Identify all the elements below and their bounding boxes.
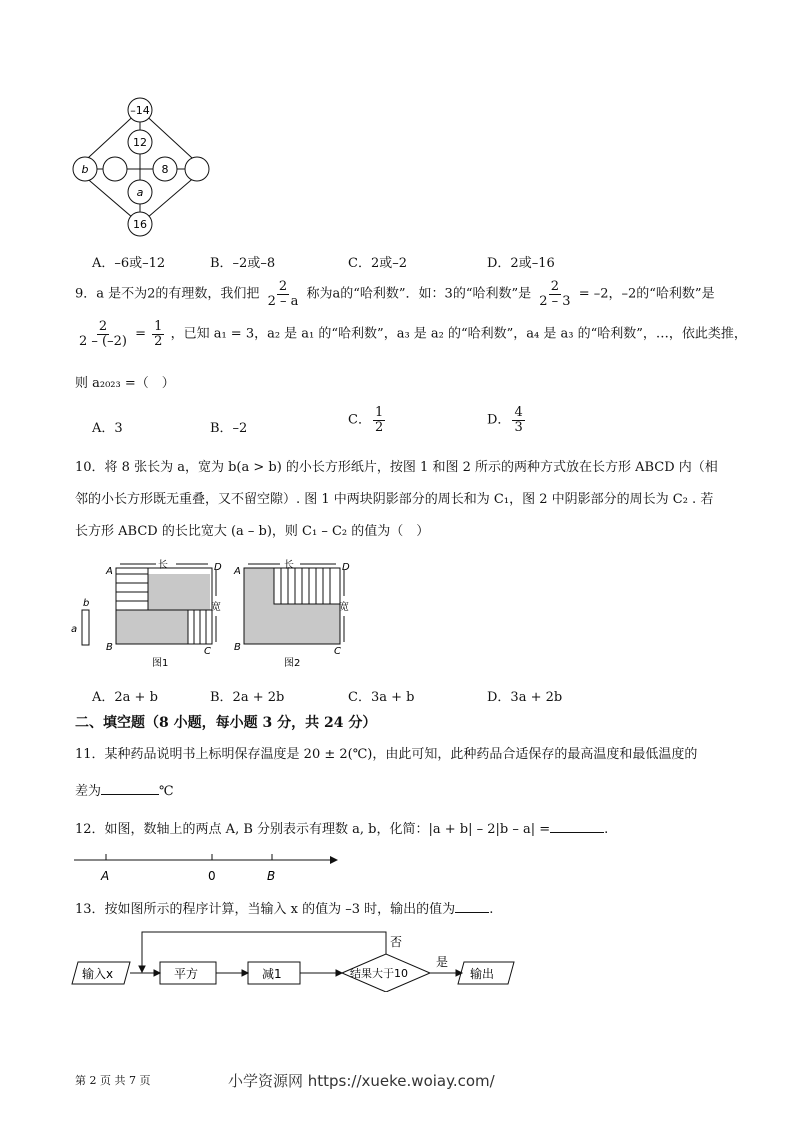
small-rect-a: a — [71, 624, 78, 635]
q9-option-b: B．–2 — [210, 421, 248, 436]
fig2-C: C — [334, 646, 341, 657]
fig2-D: D — [342, 562, 350, 573]
small-rect-b: b — [83, 598, 90, 609]
q10-line1: 10．将 8 张长为 a，宽为 b(a > b) 的小长方形纸片，按图 1 和图 2 所示的两种方式放在长方形 ABCD 内（相 — [75, 460, 718, 475]
flow-minus-one: 减1 — [262, 967, 282, 981]
q10-option-c: C．3a + b — [348, 690, 415, 705]
q8-option-c: C．2或–2 — [348, 256, 407, 271]
fig2-A: A — [234, 566, 241, 577]
program-flowchart — [68, 926, 518, 992]
section-2-heading: 二、填空题（8 小题，每小题 3 分，共 24 分） — [75, 715, 377, 731]
flow-condition: 结果大于10 — [350, 967, 408, 980]
figure-1 — [116, 568, 212, 644]
q9-option-a: A．3 — [92, 421, 123, 436]
q9-option-c: C． $\frac{1}{2}$ — [348, 405, 384, 435]
q10-line3: 长方形 ABCD 的长比宽大 (a – b)，则 C₁ – C₂ 的值为（ ） — [75, 524, 430, 539]
q9-option-d: D． $\frac{4}{3}$ — [487, 405, 523, 435]
fig1-A: A — [106, 566, 113, 577]
flow-square: 平方 — [174, 967, 199, 981]
number-line — [68, 850, 348, 886]
fig1-chang: 长 — [158, 560, 168, 571]
q13-line1: 13．按如图所示的程序计算，当输入 x 的值为 –3 时，输出的值为 . — [75, 902, 494, 917]
figure-2 — [244, 568, 340, 644]
node-12: 12 — [133, 136, 147, 149]
q8-option-a: A．–6或–12 — [92, 256, 166, 271]
point-B: B — [267, 869, 276, 883]
q12-line1: 12．如图，数轴上的两点 A, B 分别表示有理数 a, b，化简：|a + b| – 2|b – a| = . — [75, 822, 609, 837]
number-diamond-diagram — [68, 96, 218, 238]
q11-line2: 差为 ℃ — [75, 784, 174, 799]
point-A: A — [101, 869, 110, 883]
q11-line1: 11．某种药品说明书上标明保存温度是 20 ± 2(℃)，由此可知，此种药品合适保存的最高温度和最低温度的 — [75, 747, 698, 762]
q10-option-d: D．3a + 2b — [487, 690, 563, 705]
q10-line2: 邻的小长方形既无重叠，又不留空隙）. 图 1 中两块阴影部分的周长和为 C₁，图 2 中阴影部分的周长为 C₂ . 若 — [75, 492, 714, 507]
node-bottom: 16 — [133, 218, 147, 231]
flow-output: 输出 — [470, 967, 495, 981]
fig2-B: B — [234, 642, 241, 653]
q8-option-d: D．2或–16 — [487, 256, 555, 271]
fig1-D: D — [214, 562, 222, 573]
rectangle-figures — [68, 558, 368, 670]
fig2-chang: 长 — [284, 560, 294, 571]
q9-line1: 9．a 是不为2的有理数，我们把 $\frac{2}{2 - a}$ 称为a的“哈利数”．如：3的“哈利数”是 $\frac{2}{2 - 3}$ = –2，–2的“哈利数”是 — [75, 279, 715, 309]
fig2-kuan: 宽 — [339, 602, 349, 613]
page-footer: 第 2 页 共 7 页 — [75, 1074, 151, 1087]
q9-line2: $\frac{2}{2 - (-2)}$ = $\frac{1}{2}$ ，已知 a₁ = 3，a₂ 是 a₁ 的“哈利数”，a₃ 是 a₂ 的“哈利数”，a₄ 是 a₃ 的“哈利数”，…，依此类推， — [79, 319, 747, 349]
fig1-C: C — [204, 646, 211, 657]
fig1-caption: 图1 — [152, 658, 169, 669]
node-b: b — [81, 163, 89, 176]
point-zero: 0 — [208, 869, 216, 883]
q11-blank — [101, 782, 159, 795]
flow-yes: 是 — [436, 955, 449, 969]
watermark: 小学资源网 https://xueke.woiay.com/ — [228, 1072, 495, 1090]
q10-option-b: B．2a + 2b — [210, 690, 285, 705]
node-top: –14 — [130, 104, 150, 117]
q8-option-b: B．–2或–8 — [210, 256, 276, 271]
flow-input: 输入x — [82, 967, 114, 981]
fig1-B: B — [106, 642, 113, 653]
fig2-caption: 图2 — [284, 658, 301, 669]
q12-blank — [550, 820, 604, 833]
node-8: 8 — [161, 163, 169, 176]
q10-option-a: A．2a + b — [92, 690, 158, 705]
fig1-kuan: 宽 — [211, 602, 221, 613]
flow-no: 否 — [390, 935, 403, 949]
q9-line3: 则 a₂₀₂₃ =（ ） — [75, 376, 175, 391]
node-a: a — [136, 186, 144, 199]
q13-blank — [455, 900, 489, 913]
